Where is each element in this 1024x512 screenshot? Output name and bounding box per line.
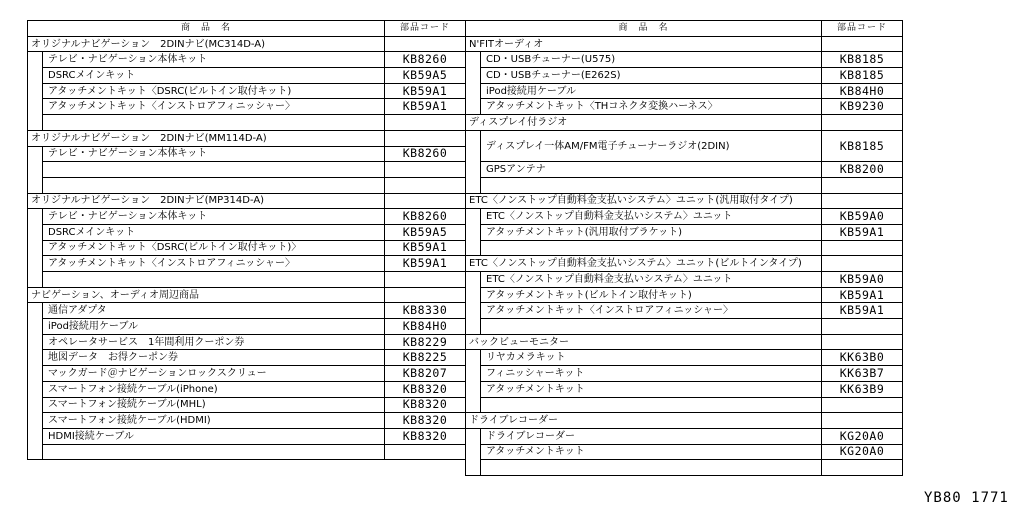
product-name: iPod接続用ケーブル — [481, 83, 822, 99]
product-name: アタッチメントキット〈DSRC(ビルトイン取付キット)〉 — [43, 240, 385, 256]
part-code: KK63B9 — [822, 381, 903, 397]
table-header — [28, 21, 466, 37]
product-name: スマートフォン接続ケーブル(MHL) — [43, 397, 385, 413]
part-code: KB59A1 — [385, 99, 466, 115]
part-code: KB59A1 — [822, 303, 903, 319]
category-title: ドライブレコーダー — [466, 413, 822, 429]
table-row — [28, 68, 466, 84]
table-row — [28, 209, 466, 225]
table-row — [28, 350, 466, 366]
empty-code-cell — [822, 256, 903, 272]
part-code-header: 部品コード — [385, 21, 466, 37]
product-name: オペレータサービス 1年間利用クーポン券 — [43, 334, 385, 350]
table-row — [466, 287, 903, 303]
table-row — [28, 83, 466, 99]
part-code: KG20A0 — [822, 444, 903, 460]
table-row — [28, 428, 466, 444]
table-row — [28, 224, 466, 240]
table-row — [28, 397, 466, 413]
table-row — [466, 209, 903, 225]
product-name: フィニッシャーキット — [481, 366, 822, 382]
part-code: KB59A1 — [822, 224, 903, 240]
part-code: KB8185 — [822, 68, 903, 84]
product-name: テレビ・ナビゲーション本体キット — [43, 146, 385, 162]
category-row — [466, 193, 903, 209]
table-row — [28, 240, 466, 256]
table-row — [466, 303, 903, 319]
part-code: KB59A1 — [385, 256, 466, 272]
product-name: ディスプレイ一体AM/FM電子チューナーラジオ(2DIN) — [481, 130, 822, 161]
product-name: アタッチメントキット〈インストロアフィニッシャー〉 — [481, 303, 822, 319]
part-code: KB8330 — [385, 303, 466, 319]
part-code: KB8229 — [385, 334, 466, 350]
left-parts-table — [27, 20, 466, 460]
part-code: KB8260 — [385, 146, 466, 162]
category-title: バックビューモニター — [466, 334, 822, 350]
table-row — [466, 162, 903, 178]
part-code: KG20A0 — [822, 428, 903, 444]
product-name: HDMI接続ケーブル — [43, 428, 385, 444]
part-code: KB8260 — [385, 209, 466, 225]
category-row — [28, 193, 466, 209]
figure-code: YB80 1771 — [924, 490, 1009, 506]
product-name: アタッチメントキット(ビルトイン取付キット) — [481, 287, 822, 303]
product-name-header: 商 品 名 — [28, 21, 385, 37]
table-row — [466, 83, 903, 99]
product-name: ドライブレコーダー — [481, 428, 822, 444]
product-name: アタッチメントキット〈THコネクタ変換ハーネス〉 — [481, 99, 822, 115]
product-name: テレビ・ナビゲーション本体キット — [43, 209, 385, 225]
product-name: マックガード＠ナビゲーションロックスクリュー — [43, 366, 385, 382]
part-code: KB8320 — [385, 428, 466, 444]
part-code: KB59A5 — [385, 224, 466, 240]
table-row — [28, 413, 466, 429]
empty-row — [28, 272, 466, 288]
empty-row — [28, 177, 466, 193]
empty-code-cell — [822, 413, 903, 429]
part-code: KB59A0 — [822, 209, 903, 225]
product-name: ETC〈ノンストップ自動料金支払いシステム〉ユニット — [481, 209, 822, 225]
table-row — [466, 428, 903, 444]
empty-row — [28, 162, 466, 178]
part-code: KB8207 — [385, 366, 466, 382]
part-code: KB84H0 — [822, 83, 903, 99]
empty-code-cell — [385, 36, 466, 52]
product-name: ETC〈ノンストップ自動料金支払いシステム〉ユニット — [481, 272, 822, 288]
empty-code-cell — [385, 287, 466, 303]
table-row — [28, 319, 466, 335]
category-title: ETC〈ノンストップ自動料金支払いシステム〉ユニット(汎用取付タイプ) — [466, 193, 822, 209]
part-code: KB8320 — [385, 413, 466, 429]
category-row — [28, 36, 466, 52]
category-row — [28, 130, 466, 146]
part-code: KB8200 — [822, 162, 903, 178]
product-name: アタッチメントキット〈DSRC(ビルトイン取付キット) — [43, 83, 385, 99]
right-parts-table — [465, 20, 903, 476]
part-code: KB84H0 — [385, 319, 466, 335]
part-code: KB59A1 — [385, 83, 466, 99]
part-code: KK63B7 — [822, 366, 903, 382]
empty-row — [28, 444, 466, 460]
part-code: KB59A0 — [822, 272, 903, 288]
table-header — [466, 21, 903, 37]
table-row — [466, 381, 903, 397]
empty-row — [466, 460, 903, 476]
empty-code-cell — [822, 193, 903, 209]
part-code-header: 部品コード — [822, 21, 903, 37]
product-name: リヤカメラキット — [481, 350, 822, 366]
part-code: KB59A5 — [385, 68, 466, 84]
category-title: N'FITオーディオ — [466, 36, 822, 52]
table-row — [28, 146, 466, 162]
category-row — [466, 413, 903, 429]
part-code: KB8320 — [385, 397, 466, 413]
product-name: アタッチメントキット〈インストロアフィニッシャー〉 — [43, 99, 385, 115]
category-row — [28, 287, 466, 303]
product-name-header: 商 品 名 — [466, 21, 822, 37]
table-row — [466, 52, 903, 68]
part-code: KB8260 — [385, 52, 466, 68]
empty-code-cell — [385, 193, 466, 209]
product-name: DSRCメインキット — [43, 224, 385, 240]
product-name: CD・USBチューナー(E262S) — [481, 68, 822, 84]
part-code: KB8225 — [385, 350, 466, 366]
product-name: スマートフォン接続ケーブル(HDMI) — [43, 413, 385, 429]
empty-code-cell — [822, 36, 903, 52]
table-row — [28, 381, 466, 397]
product-name: CD・USBチューナー(U575) — [481, 52, 822, 68]
table-row — [466, 350, 903, 366]
table-row — [466, 272, 903, 288]
table-row — [466, 130, 903, 161]
part-code: KK63B0 — [822, 350, 903, 366]
empty-code-cell — [385, 130, 466, 146]
table-row — [466, 68, 903, 84]
product-name: 通信アダプタ — [43, 303, 385, 319]
table-row — [28, 99, 466, 115]
table-row — [466, 444, 903, 460]
part-code: KB9230 — [822, 99, 903, 115]
category-title: ディスプレイ付ラジオ — [466, 115, 822, 131]
part-code: KB8320 — [385, 381, 466, 397]
category-row — [466, 256, 903, 272]
empty-code-cell — [822, 115, 903, 131]
product-name: アタッチメントキット〈インストロアフィニッシャー〉 — [43, 256, 385, 272]
table-row — [28, 366, 466, 382]
empty-row — [28, 115, 466, 131]
category-row — [466, 115, 903, 131]
product-name: 地図データ お得クーポン券 — [43, 350, 385, 366]
product-name: iPod接続用ケーブル — [43, 319, 385, 335]
product-name: アタッチメントキット — [481, 381, 822, 397]
category-title: オリジナルナビゲーション 2DINナビ(MP314D-A) — [28, 193, 385, 209]
product-name: アタッチメントキット — [481, 444, 822, 460]
empty-row — [466, 397, 903, 413]
category-title: オリジナルナビゲーション 2DINナビ(MM114D-A) — [28, 130, 385, 146]
product-name: GPSアンテナ — [481, 162, 822, 178]
category-title: ナビゲーション、オーディオ周辺商品 — [28, 287, 385, 303]
table-row — [466, 99, 903, 115]
product-name: スマートフォン接続ケーブル(iPhone) — [43, 381, 385, 397]
empty-row — [466, 177, 903, 193]
empty-code-cell — [822, 334, 903, 350]
table-row — [28, 334, 466, 350]
part-code: KB59A1 — [385, 240, 466, 256]
category-title: オリジナルナビゲーション 2DINナビ(MC314D-A) — [28, 36, 385, 52]
product-name: テレビ・ナビゲーション本体キット — [43, 52, 385, 68]
table-row — [28, 256, 466, 272]
table-row — [28, 303, 466, 319]
empty-row — [466, 319, 903, 335]
part-code: KB8185 — [822, 52, 903, 68]
category-title: ETC〈ノンストップ自動料金支払いシステム〉ユニット(ビルトインタイプ) — [466, 256, 822, 272]
table-row — [28, 52, 466, 68]
category-row — [466, 36, 903, 52]
table-row — [466, 224, 903, 240]
product-name: アタッチメントキット(汎用取付ブラケット) — [481, 224, 822, 240]
table-row — [466, 366, 903, 382]
category-row — [466, 334, 903, 350]
product-name: DSRCメインキット — [43, 68, 385, 84]
empty-row — [466, 240, 903, 256]
part-code: KB8185 — [822, 130, 903, 161]
part-code: KB59A1 — [822, 287, 903, 303]
